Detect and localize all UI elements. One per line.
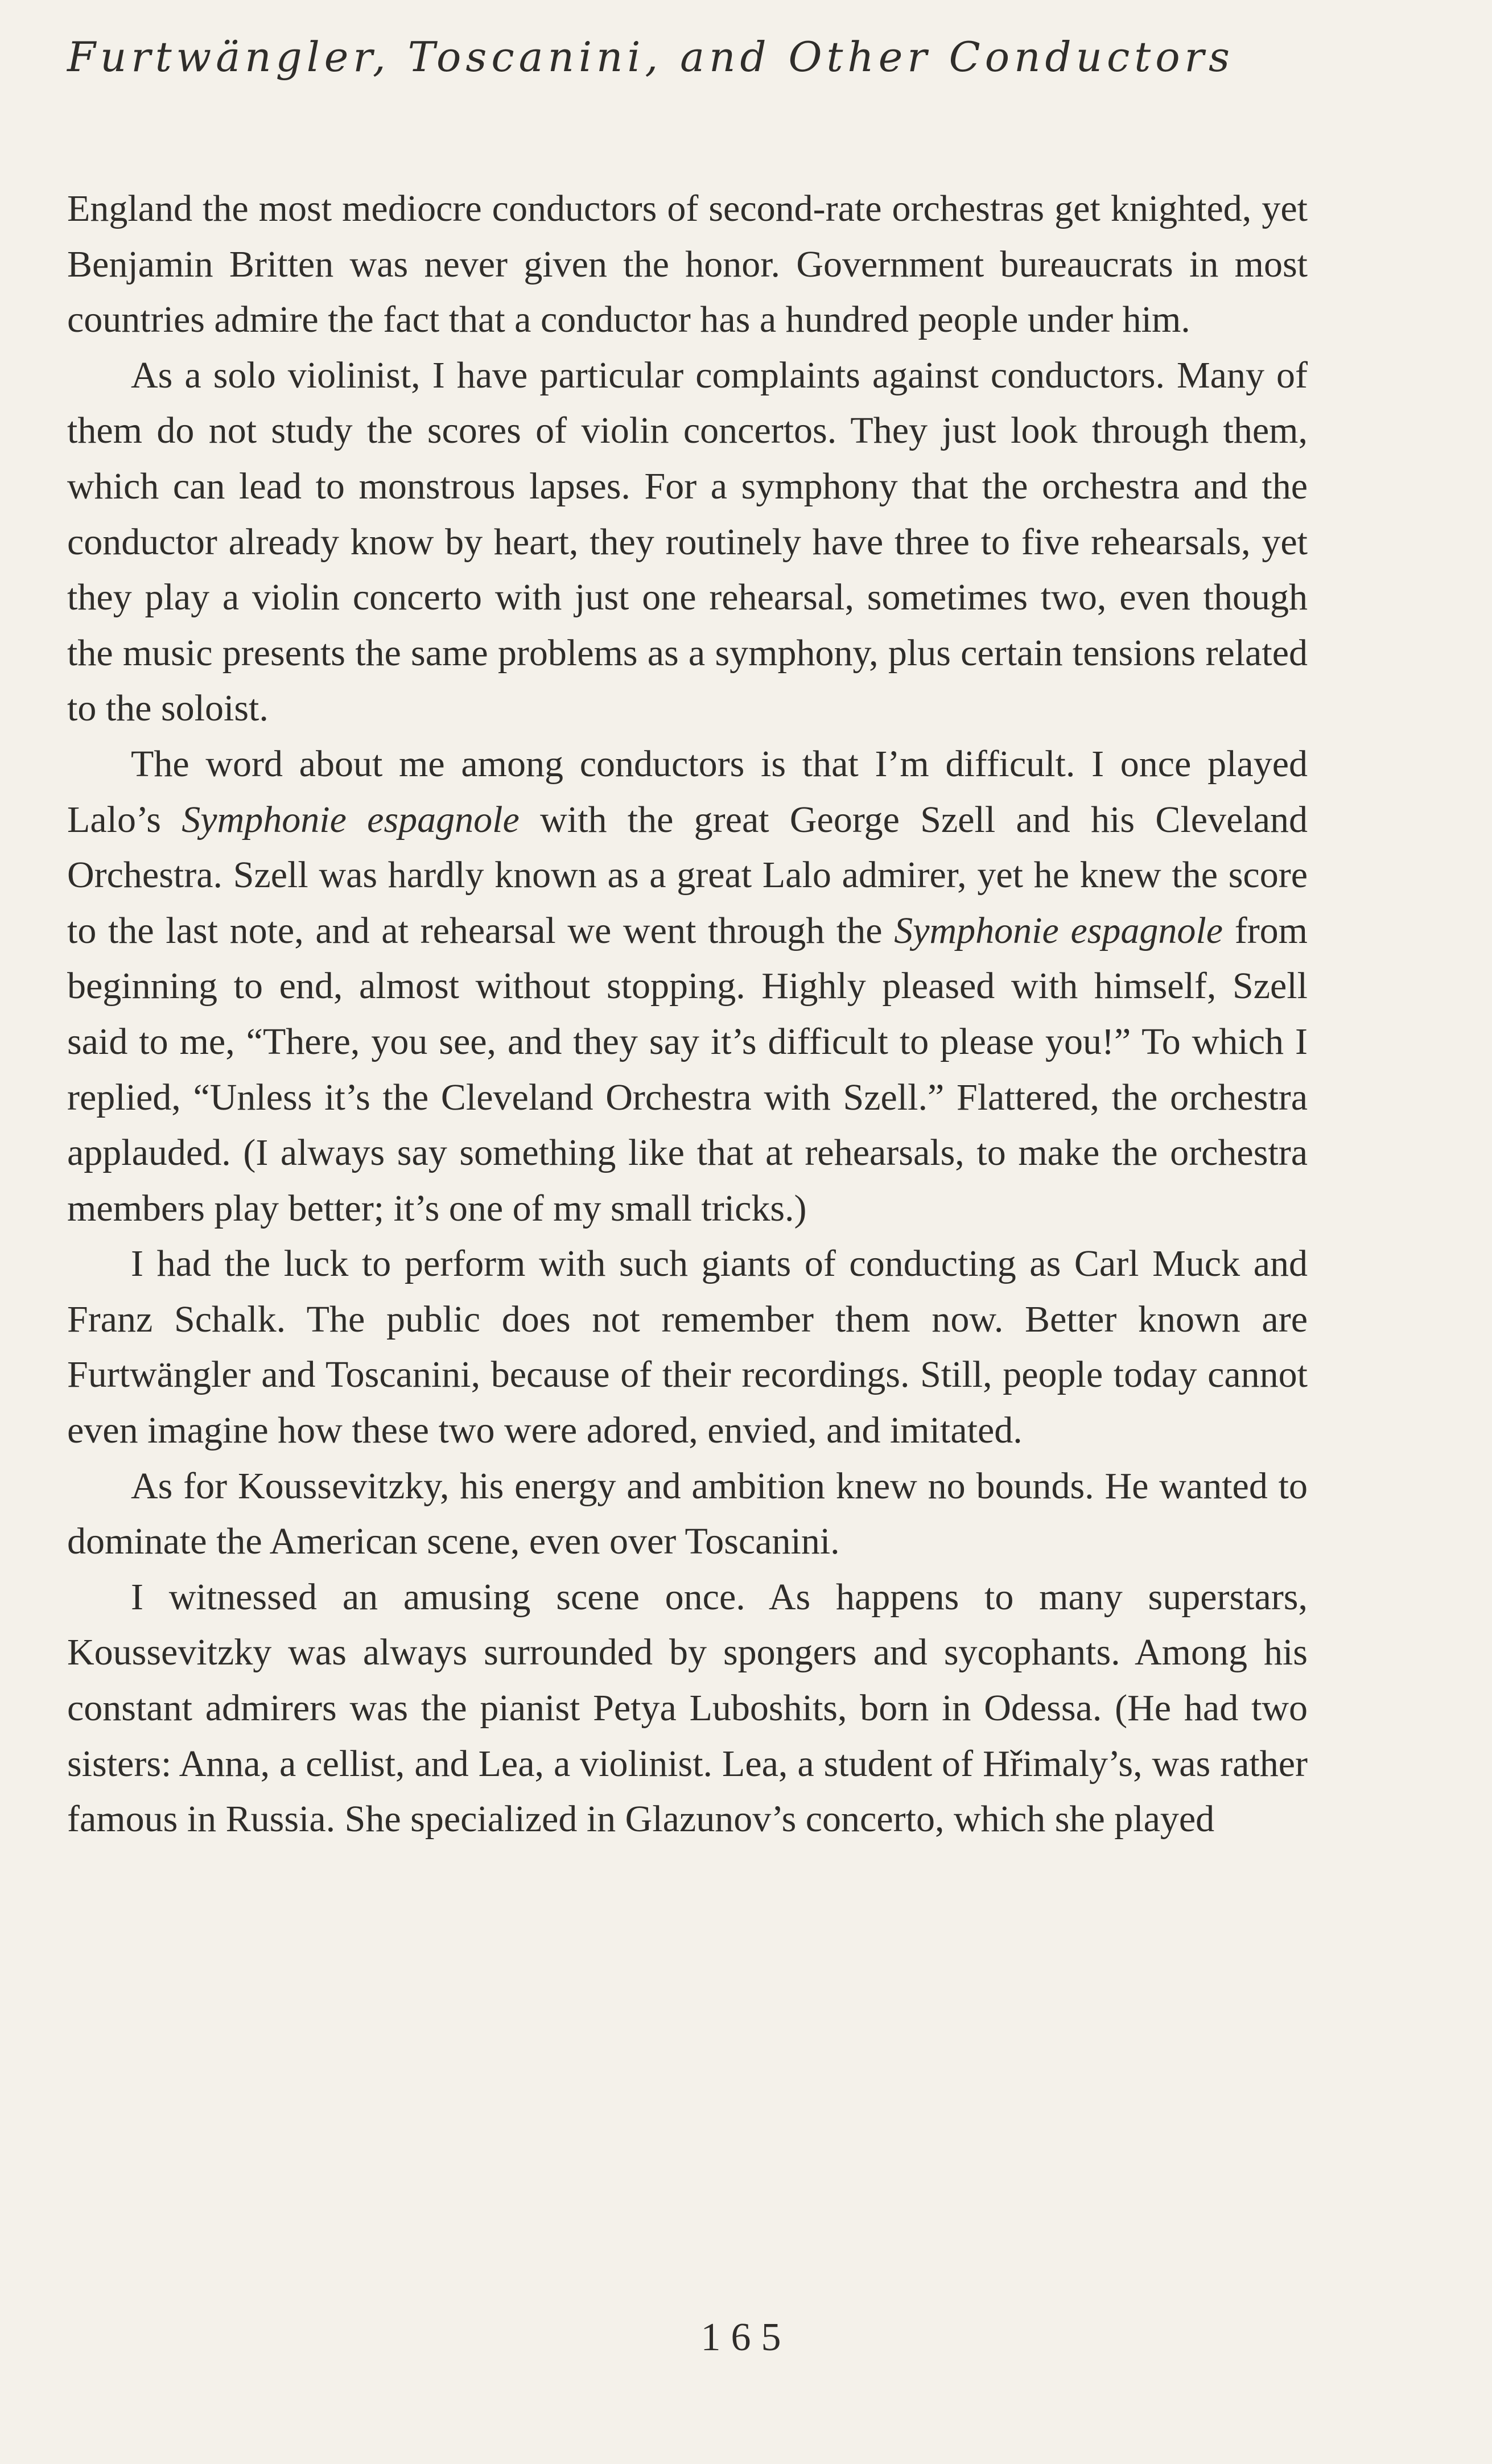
paragraph-p5 (67, 1458, 1308, 1569)
paragraph-p4 (67, 1236, 1308, 1458)
text-segment: The word about me among conductors is that I’m difficult. I once played Lalo’s (67, 743, 1308, 840)
text-segment: I had the luck to perform with such giants of conducting as Carl Muck and Franz Schalk. The public does not remember them now. Better known are Furtwängler and Toscanini, because of their recordings. Still, people today cannot even imagine how these two were adored, envied, and imitated. (67, 1243, 1308, 1452)
italic-title: Symphonie espagnole (182, 798, 520, 840)
text-segment: I witnessed an amusing scene once. As happens to many superstars, Koussevitzky was always surrounded by spongers and sycophants. Among his constant admirers was the pianist Petya Luboshits, born in Odessa. (He had two sisters: Anna, a cellist, and Lea, a violinist. Lea, a student of Hřimaly’s, was rather famous in Russia. She specialized in Glazunov’s concerto, which she played (67, 1576, 1308, 1840)
text-segment: with the great George Szell and his Cleveland Orchestra. Szell was hardly known as a great Lalo admirer, yet he knew the score to the last note, and at rehearsal we went through the (67, 798, 1308, 951)
paragraph-p2 (67, 348, 1308, 736)
paragraph-p3 (67, 736, 1308, 1236)
running-head: Furtwängler, Toscanini, and Other Conductors (67, 33, 1234, 81)
page-number: 165 (700, 2315, 792, 2359)
text-segment: England the most mediocre conductors of second-rate orchestras get knighted, yet Benjamin Britten was never given the honor. Government bureaucrats in most countries admire the fact that a conductor has a hundred people under him. (67, 188, 1308, 341)
text-segment: from beginning to end, almost without stopping. Highly pleased with himself, Szell said to me, “There, you see, and they say it’s difficult to please you!” To which I replied, “Unless it’s the Cleveland Orchestra with Szell.” Flattered, the orchestra applauded. (I always say something like that at rehearsals, to make the orchestra members play better; it’s one of my small tricks.) (67, 909, 1308, 1229)
paragraph-p1 (67, 181, 1308, 348)
body-text (67, 181, 1308, 1847)
paragraph-p6 (67, 1569, 1308, 1847)
text-segment: As a solo violinist, I have particular complaints against conductors. Many of them do not study the scores of violin concertos. They just look through them, which can lead to monstrous lapses. For a symphony that the orchestra and the conductor already know by heart, they routinely have three to five rehearsals, yet they play a violin concerto with just one rehearsal, sometimes two, even though the music presents the same problems as a symphony, plus certain tensions related to the soloist. (67, 354, 1308, 730)
text-segment: As for Koussevitzky, his energy and ambition knew no bounds. He wanted to dominate the American scene, even over Toscanini. (67, 1465, 1308, 1563)
italic-title: Symphonie espagnole (894, 909, 1223, 951)
